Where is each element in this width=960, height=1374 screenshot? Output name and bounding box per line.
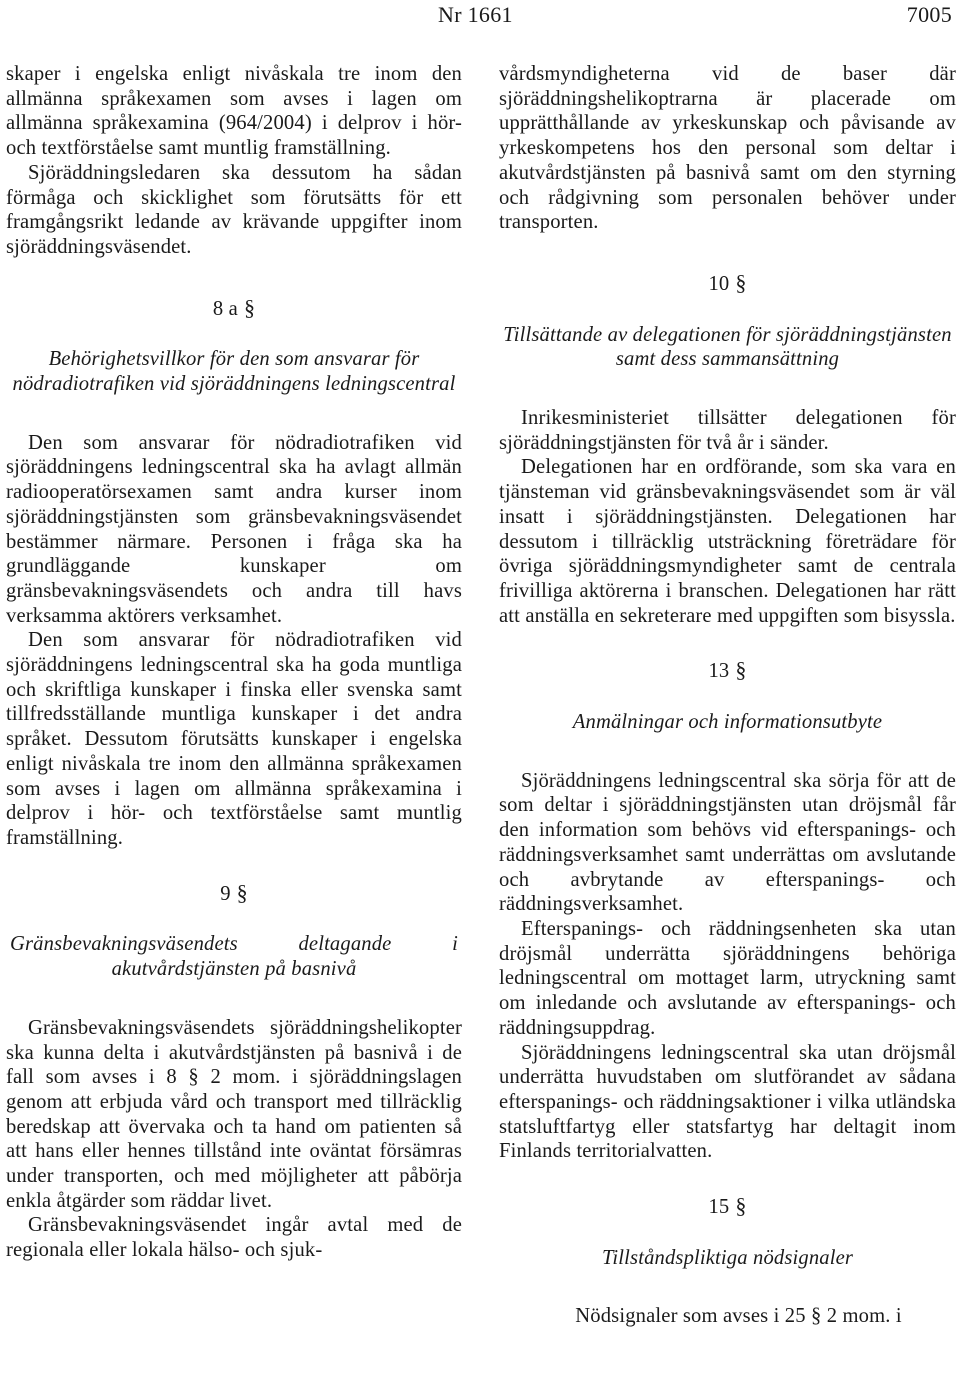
paragraph: Den som ansvarar för nödradiotrafiken vid sjöräddningens ledningscentral ska ha avlagt allmän radiooperatörsexamen samt andra kurser inom sjöräddningstjänsten som gränsbevakningsväsendet bestämmer närmare. Personen i fråga ska ha grundläggande kunskaper om gränsbevakningsväsendets och andra till havs verksamma aktörers verksamhet. (6, 431, 462, 627)
paragraph: Delegationen har en ordförande, som ska vara en tjänsteman vid gränsbevakningsväsendet som är väl insatt i sjöräddningstjänsten. Delegationen har dessutom i tillräcklig utsträckning företrädare för övriga sjöräddningsmyndigheter samt de centrala frivilliga aktörerna i branschen. Delegationen har rätt att anställa en sekreterare med uppgiften som bisyssla. (499, 456, 956, 627)
paragraph: Den som ansvarar för nödradiotrafiken vid sjöräddningens ledningscentral ska ha goda muntliga och skriftliga kunskaper i finska eller svenska samt tillfredsställande muntliga kunskaper i det andra språket. Dessutom förutsätts kunskaper i engelska enligt nivåskala tre inom den allmänna språkexamen som avses i lagen om allmänna språkexamina i delprov i hör- och textförståelse samt muntlig framställning. (6, 629, 462, 849)
paragraph: Sjöräddningsledaren ska dessutom ha sådan förmåga och skicklighet som förutsätts för ett framgångsrikt ledande av krävande uppgifter inom sjöräddningsväsendet. (6, 161, 462, 258)
paragraph: skaper i engelska enligt nivåskala tre inom den allmänna språkexamen som avses i lagen om allmänna språkexamina (964/2004) i delprov i hör- och textförståelse samt muntlig framställning. (6, 63, 462, 160)
section-title: Gränsbevakningsväsendets deltagande i akutvårdstjänsten på basnivå (10, 933, 458, 981)
section-number: 8 a (212, 297, 238, 320)
paragraph: Nödsignaler som avses i 25 § 2 mom. i (575, 1305, 902, 1328)
section-number: 15 (708, 1196, 730, 1219)
paragraph: Efterspanings- och räddningsenheten ska utan dröjsmål underrätta sjöräddningens behöriga ledningscentral om mottaget larm, utryckning samt om inledande och avslutande av efterspanings- och räddningsuppdrag. (499, 917, 956, 1039)
section-sign: § (236, 879, 248, 905)
issue-number: Nr 1661 (438, 2, 513, 27)
section-title: Tillståndspliktiga nödsignaler (601, 1246, 854, 1269)
section-sign: § (735, 269, 747, 295)
right-column (499, 62, 956, 1329)
section-sign: § (243, 294, 256, 320)
section-heading-9 (6, 881, 462, 907)
section-heading-15 (499, 1194, 956, 1220)
paragraph: Sjöräddningens ledningscentral ska utan dröjsmål underrätta huvudstaben om slutförandet av sådana efterspanings- och räddningsaktioner i vilka utländska statsluftfartyg eller statsfartyg har deltagit inom Finlands territorialvatten. (499, 1041, 956, 1163)
section-sign: § (735, 657, 747, 683)
section-title: Tillsättande av delegationen för sjöräddningstjänsten samt dess sammansättning (503, 323, 952, 371)
section-title: Behörighetsvillkor för den som ansvarar för nödradiotrafiken vid sjöräddningens ledningscentral (12, 348, 456, 396)
section-heading-13 (499, 658, 956, 684)
paragraph: vårdsmyndigheterna vid de baser där sjöräddningshelikoptrarna är placerade om upprätthållande av yrkeskunskap och påvisande av yrkeskompetens hos den personal som deltar i akutvårdstjänsten på basnivå samt om den styrning och rådgivning som personalen behöver under transporten. (499, 63, 956, 234)
page-number: 7005 (906, 2, 952, 27)
paragraph: Sjöräddningens ledningscentral ska sörja för att de som deltar i sjöräddningstjänsten utan dröjsmål får den information som behövs vid efterspanings- och räddningsverksamhet samt underrättas om avslutande och avbrytande av efterspanings- och räddningsverksamhet. (499, 769, 956, 916)
paragraph: Inrikesministeriet tillsätter delegationen för sjöräddningstjänsten för två år i sänder. (499, 407, 956, 454)
section-sign: § (735, 1193, 747, 1219)
left-column (6, 62, 462, 1263)
section-number: 13 (708, 660, 730, 683)
section-title: Anmälningar och informationsutbyte (572, 711, 883, 734)
paragraph: Gränsbevakningsväsendets sjöräddningshelikopter ska kunna delta i akutvårdstjänsten på basnivå i de fall som avses i 8 § 2 mom. i sjöräddningslagen genom att erbjuda vård och transport med tillräcklig beredskap att övervaka och ta hand om patienten så att hans eller hennes tillstånd inte oväntat försämras under transporten, och med möjligheter att påbörja enkla åtgärder som räddar livet. (6, 1016, 462, 1212)
section-heading-8a (6, 296, 462, 322)
paragraph: Gränsbevakningsväsendet ingår avtal med de regionala eller lokala hälso- och sjuk- (6, 1214, 462, 1262)
section-number: 10 (708, 272, 730, 295)
section-number: 9 (220, 882, 231, 905)
section-heading-10 (499, 271, 956, 297)
